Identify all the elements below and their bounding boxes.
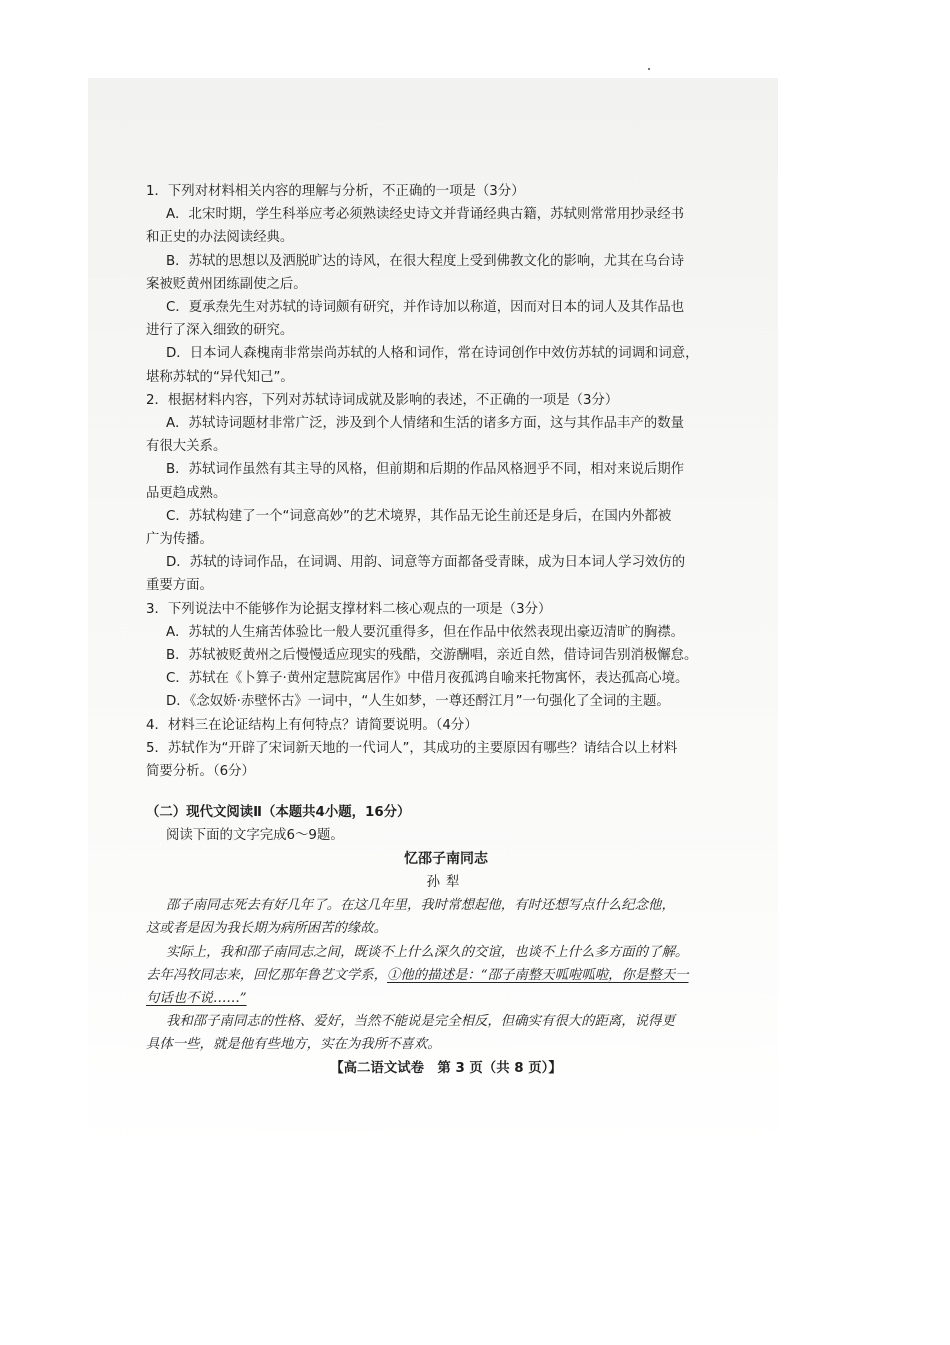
article-paragraph-2-line-3 [146, 987, 746, 1010]
question-1-option-b-cont: 案被贬黄州团练副使之后。 [146, 276, 307, 292]
underlined-quote: ①他的描述是：“邵子南整天呱啦呱啦，你是整天一 [387, 967, 689, 983]
question-3-option-d: D．《念奴娇·赤壁怀古》一词中，“人生如梦，一尊还酹江月”一句强化了全词的主题。 [166, 694, 670, 710]
question-1-option-a: A．北宋时期，学生科举应考必须熟读经史诗文并背诵经典古籍，苏轼则常常用抄录经书 [166, 207, 685, 223]
article-paragraph-2-line-2 [146, 964, 746, 987]
section-title: （二）现代文阅读Ⅱ（本题共4小题，16分） [146, 805, 411, 821]
question-5-stem-cont: 简要分析。（6分） [146, 764, 255, 780]
question-2-option-b-cont: 品更趋成熟。 [146, 485, 227, 501]
article-paragraph-2-text: 去年冯牧同志来，回忆那年鲁艺文学系， [146, 967, 388, 983]
question-1-option-c-cont: 进行了深入细致的研究。 [146, 323, 294, 339]
question-1-option-d-cont: 堪称苏轼的“异代知己”。 [146, 369, 294, 385]
question-2-stem: 2．根据材料内容，下列对苏轼诗词成就及影响的表述，不正确的一项是（3分） [146, 392, 619, 408]
question-4-stem: 4．材料三在论证结构上有何特点？请简要说明。（4分） [146, 717, 478, 733]
article-title: 忆邵子南同志 [404, 850, 488, 867]
page-footer: 【高二语文试卷 第 3 页（共 8 页）】 [330, 1060, 562, 1076]
question-1-option-b: B．苏轼的思想以及洒脱旷达的诗风，在很大程度上受到佛教文化的影响，尤其在乌台诗 [166, 253, 685, 269]
exam-page-content [146, 180, 746, 1080]
article-author: 孙犁 [426, 874, 466, 890]
question-2-option-b: B．苏轼词作虽然有其主导的风格，但前期和后期的作品风格迥乎不同，相对来说后期作 [166, 462, 685, 478]
question-2-option-d-cont: 重要方面。 [146, 578, 213, 594]
question-1-option-d: D．日本词人森槐南非常崇尚苏轼的人格和词作，常在诗词创作中效仿苏轼的词调和词意， [166, 346, 699, 362]
article-paragraph-3-cont: 具体一些，就是他有些地方，实在为我所不喜欢。 [146, 1037, 441, 1053]
question-3-stem: 3．下列说法中不能够作为论据支撑材料二核心观点的一项是（3分） [146, 601, 552, 617]
article-paragraph-1-cont: 这或者是因为我长期为病所困苦的缘故。 [146, 921, 388, 937]
question-3-option-c: C．苏轼在《卜算子·黄州定慧院寓居作》中借月夜孤鸿自喻来托物寓怀，表达孤高心境。 [166, 671, 689, 687]
question-2-option-c: C．苏轼构建了一个“词意高妙”的艺术境界，其作品无论生前还是身后，在国内外都被 [166, 508, 672, 524]
section-instruction: 阅读下面的文字完成6～9题。 [166, 828, 344, 844]
question-1-stem: 1．下列对材料相关内容的理解与分析，不正确的一项是（3分） [146, 184, 525, 199]
question-2-option-d: D．苏轼的诗词作品，在词调、用韵、词意等方面都备受青睐，成为日本词人学习效仿的 [166, 555, 686, 571]
underlined-quote-cont: 句话也不说……” [146, 990, 247, 1006]
question-3-option-a: A．苏轼的人生痛苦体验比一般人要沉重得多，但在作品中依然表现出豪迈清旷的胸襟。 [166, 624, 685, 640]
article-paragraph-1: 邵子南同志死去有好几年了。在这几年里，我时常想起他，有时还想写点什么纪念他， [166, 898, 675, 914]
question-2-option-a-cont: 有很大关系。 [146, 439, 227, 455]
question-1-option-a-cont: 和正史的办法阅读经典。 [146, 230, 294, 246]
article-paragraph-3: 我和邵子南同志的性格、爱好，当然不能说是完全相反，但确实有很大的距离，说得更 [166, 1014, 675, 1030]
question-1-option-c: C．夏承焘先生对苏轼的诗词颇有研究，并作诗加以称道，因而对日本的词人及其作品也 [166, 300, 685, 316]
section-spacer [146, 783, 746, 801]
scan-speck [648, 68, 650, 70]
question-2-option-a: A．苏轼诗词题材非常广泛，涉及到个人情绪和生活的诸多方面，这与其作品丰产的数量 [166, 416, 685, 432]
question-3-option-b: B．苏轼被贬黄州之后慢慢适应现实的残酷，交游酬唱，亲近自然，借诗词告别消极懈怠。 [166, 648, 698, 664]
article-paragraph-2: 实际上，我和邵子南同志之间，既谈不上什么深久的交谊，也谈不上什么多方面的了解。 [166, 944, 689, 960]
question-2-option-c-cont: 广为传播。 [146, 532, 213, 548]
question-5-stem: 5．苏轼作为“开辟了宋词新天地的一代词人”，其成功的主要原因有哪些？请结合以上材料 [146, 740, 678, 756]
